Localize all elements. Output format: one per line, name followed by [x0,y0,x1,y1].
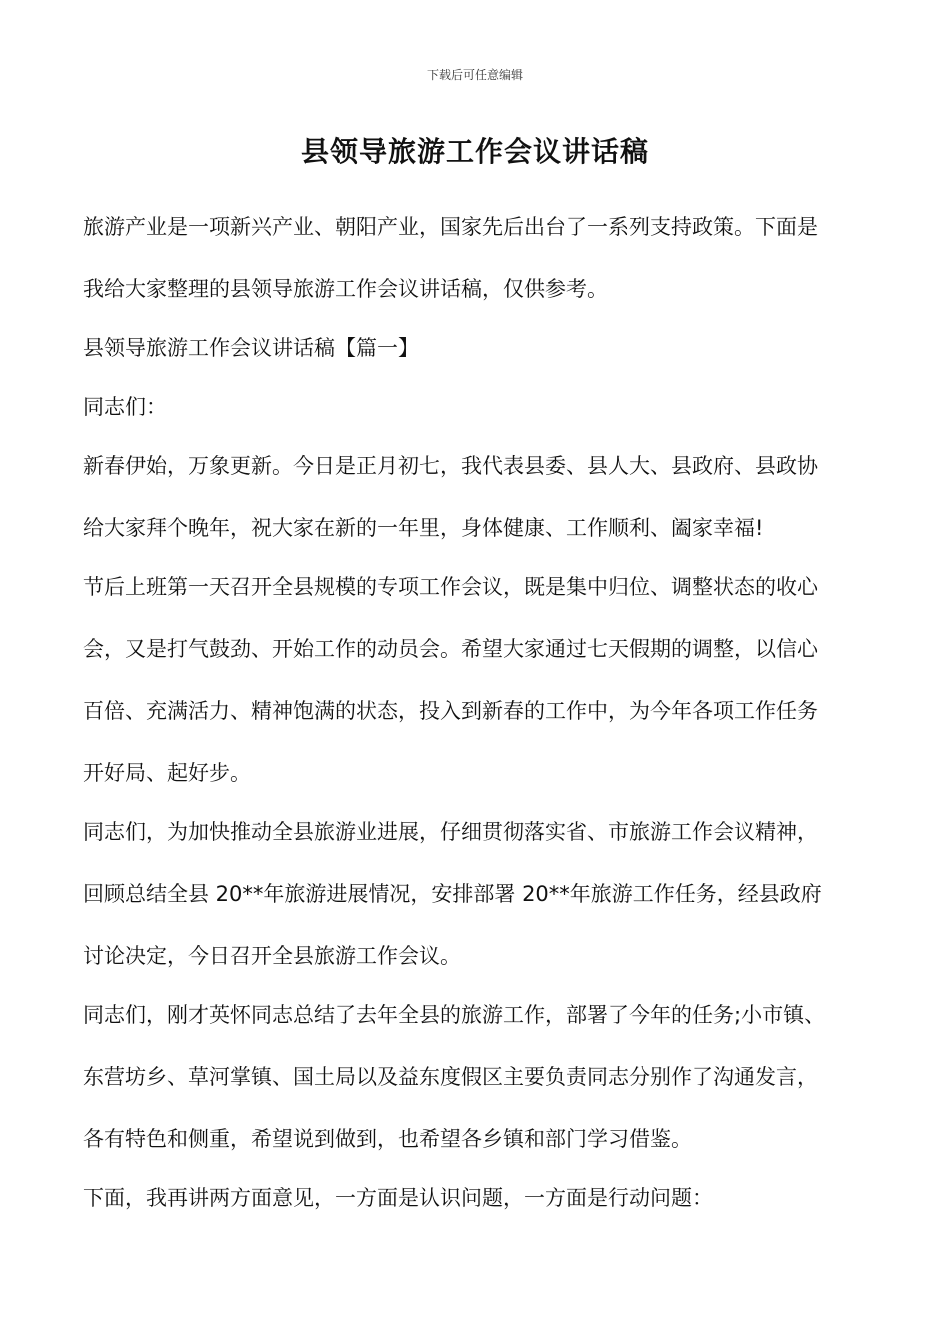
document-body [83,212,883,1242]
text-line: 旅游产业是一项新兴产业、朝阳产业，国家先后出台了一系列支持政策。下面是 [83,215,818,239]
paragraph-greeting [83,392,883,423]
header-note: 下载后可任意编辑 [426,68,523,82]
text-line: 开好局、起好步。 [83,761,251,785]
text-line: 节后上班第一天召开全县规模的专项工作会议，既是集中归位、调整状态的收心 [83,575,818,599]
text-line: 同志们，为加快推动全县旅游业进展，仔细贯彻落实省、市旅游工作会议精神， [83,820,818,844]
paragraph-new-year [83,451,883,544]
paragraph-intro [83,212,883,305]
text-line: 回顾总结全县 20**年旅游进展情况，安排部署 20**年旅游工作任务，经县政府 [83,882,822,906]
paragraph-summary [83,1000,883,1155]
paragraph-tourism-review [83,817,883,972]
document-title: 县领导旅游工作会议讲话稿 [300,135,649,168]
text-line: 我给大家整理的县领导旅游工作会议讲话稿，仅供参考。 [83,277,608,301]
text-line: 县领导旅游工作会议讲话稿【篇一】 [83,336,419,360]
text-line: 各有特色和侧重，希望说到做到，也希望各乡镇和部门学习借鉴。 [83,1127,692,1151]
section-heading [83,333,883,364]
text-line: 新春伊始，万象更新。今日是正月初七，我代表县委、县人大、县政府、县政协 [83,454,818,478]
text-line: 给大家拜个晚年，祝大家在新的一年里，身体健康、工作顺利、阖家幸福! [83,516,764,540]
text-line: 会，又是打气鼓劲、开始工作的动员会。希望大家通过七天假期的调整，以信心 [83,637,818,661]
text-line: 同志们： [83,395,167,419]
text-line: 下面，我再讲两方面意见，一方面是认识问题，一方面是行动问题： [83,1186,713,1210]
text-line: 百倍、充满活力、精神饱满的状态，投入到新春的工作中，为今年各项工作任务 [83,699,818,723]
text-line: 讨论决定，今日召开全县旅游工作会议。 [83,944,461,968]
paragraph-meeting-purpose [83,572,883,789]
paragraph-opinions [83,1183,883,1214]
text-line: 同志们，刚才英怀同志总结了去年全县的旅游工作，部署了今年的任务;小市镇、 [83,1003,826,1027]
text-line: 东营坊乡、草河掌镇、国土局以及益东度假区主要负责同志分别作了沟通发言， [83,1065,818,1089]
